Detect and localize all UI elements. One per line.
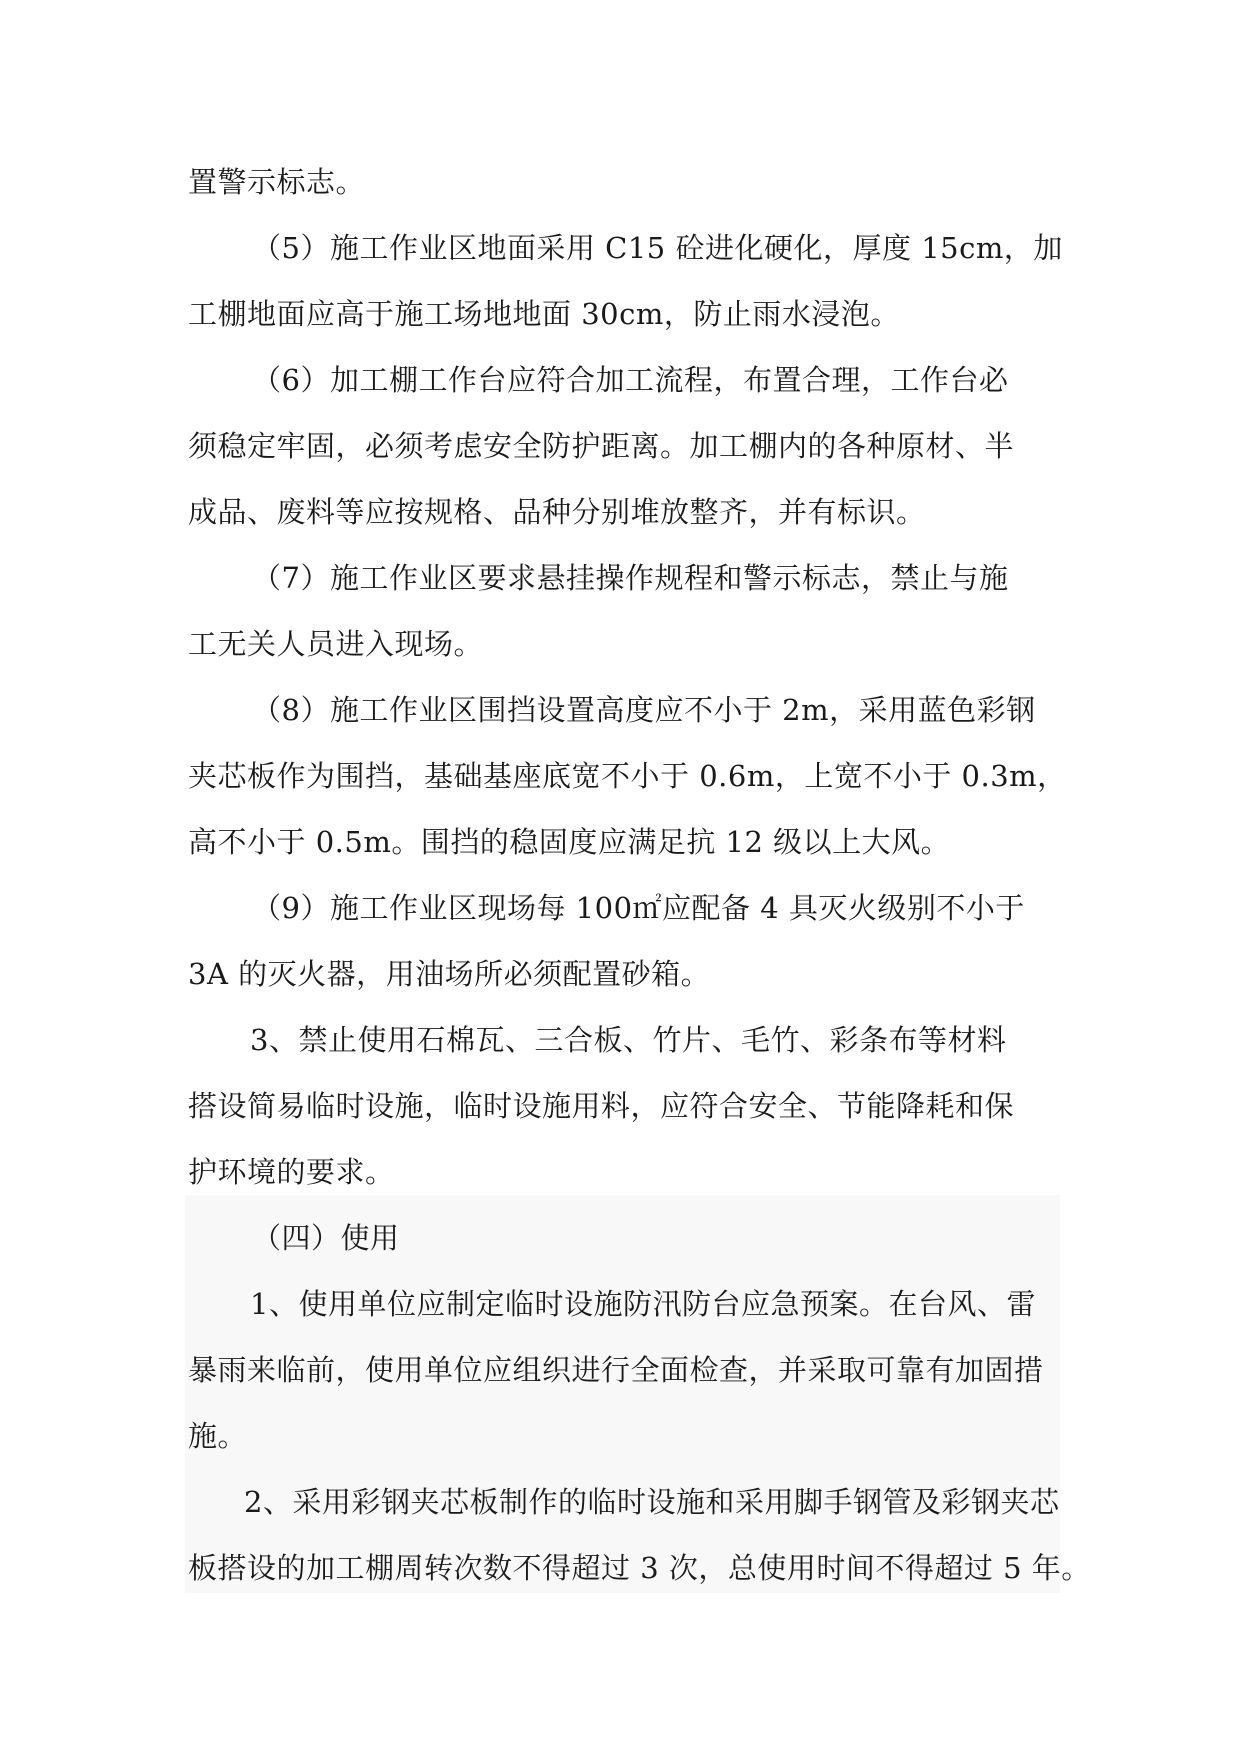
text-line: 暴雨来临前，使用单位应组织进行全面检查，并采取可靠有加固措 (188, 1353, 1044, 1387)
text-line: （8）施工作业区围挡设置高度应不小于 2m，采用蓝色彩钢 (252, 693, 1036, 727)
text-line: 护环境的要求。 (188, 1155, 395, 1189)
text-line: 搭设简易临时设施，临时设施用料，应符合安全、节能降耗和保 (188, 1089, 1015, 1123)
text-line: 板搭设的加工棚周转次数不得超过 3 次，总使用时间不得超过 5 年。 (188, 1551, 1091, 1585)
text-line: 置警示标志。 (188, 165, 366, 199)
section-heading: （四）使用 (252, 1221, 400, 1255)
text-line: 须稳定牢固，必须考虑安全防护距离。加工棚内的各种原材、半 (188, 429, 1015, 463)
text-line: （5）施工作业区地面采用 C15 砼进化硬化，厚度 15cm，加 (252, 231, 1063, 265)
text-line: （7）施工作业区要求悬挂操作规程和警示标志，禁止与施 (252, 561, 1009, 595)
text-line: 夹芯板作为围挡，基础基座底宽不小于 0.6m，上宽不小于 0.3m， (188, 759, 1067, 793)
text-line: 高不小于 0.5m。围挡的稳固度应满足抗 12 级以上大风。 (188, 825, 951, 859)
text-line: 3、禁止使用石棉瓦、三合板、竹片、毛竹、彩条布等材料 (250, 1023, 1007, 1057)
text-line: 工无关人员进入现场。 (188, 627, 484, 661)
text-line: 2、采用彩钢夹芯板制作的临时设施和采用脚手钢管及彩钢夹芯 (244, 1485, 1060, 1519)
text-line: （6）加工棚工作台应符合加工流程，布置合理，工作台必 (252, 363, 1009, 397)
text-line: 施。 (188, 1419, 248, 1453)
text-line: 成品、废料等应按规格、品种分别堆放整齐，并有标识。 (188, 495, 926, 529)
text-line: 1、使用单位应制定临时设施防汛防台应急预案。在台风、雷 (250, 1287, 1036, 1321)
text-line: 3A 的灭火器，用油场所必须配置砂箱。 (188, 957, 711, 991)
text-line: 工棚地面应高于施工场地地面 30cm，防止雨水浸泡。 (188, 297, 900, 331)
text-line: （9）施工作业区现场每 100㎡应配备 4 具灭火级别不小于 (252, 891, 1025, 925)
